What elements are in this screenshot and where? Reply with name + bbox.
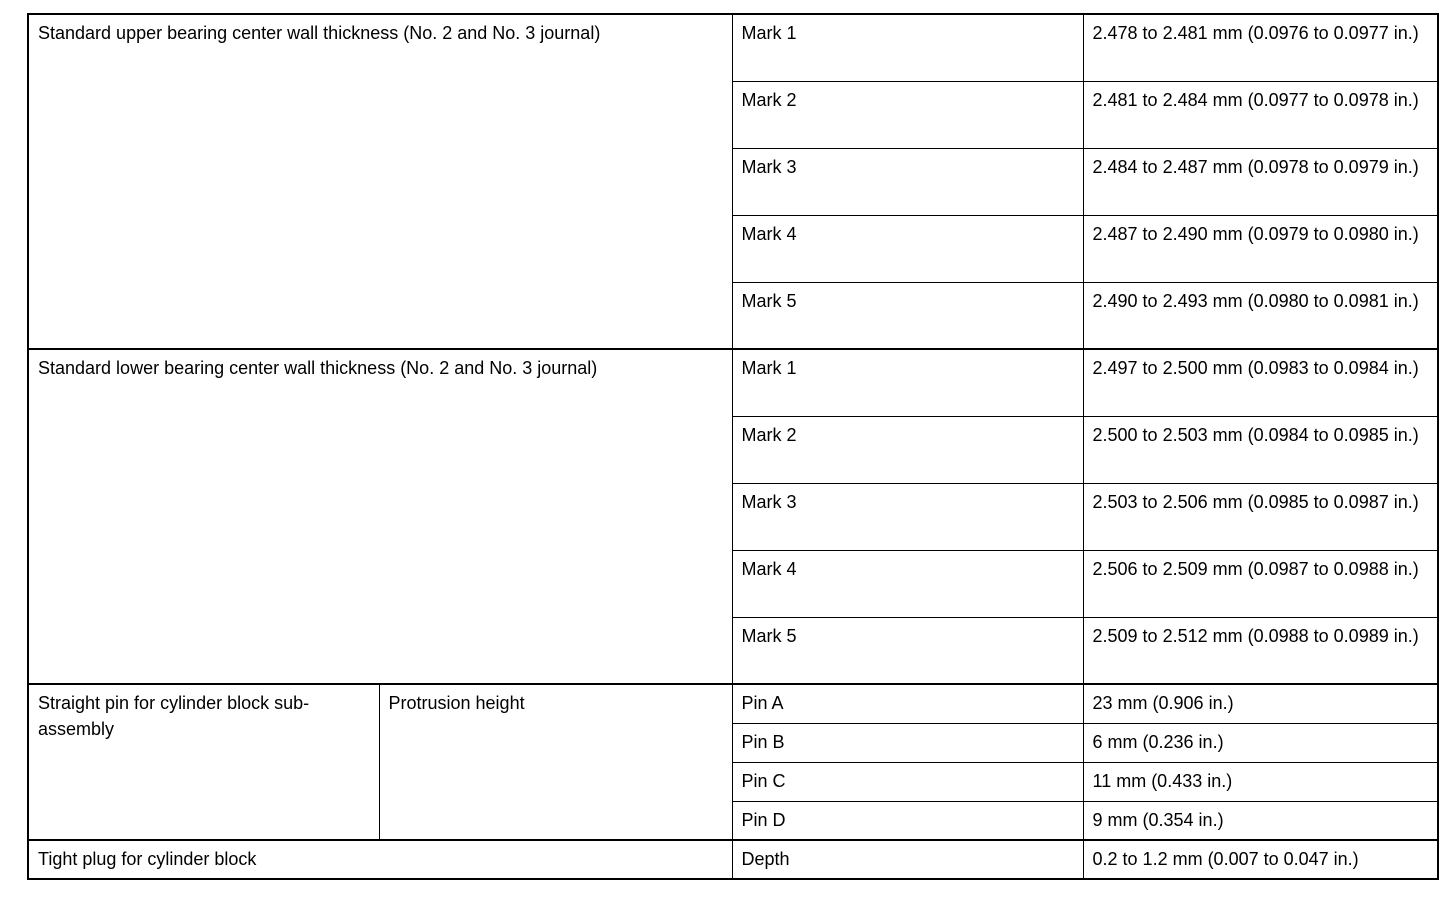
spec-value-cell: 2.497 to 2.500 mm (0.0983 to 0.0984 in.) <box>1083 349 1438 416</box>
mark-label-cell: Mark 5 <box>732 617 1083 684</box>
pin-label-cell: Pin D <box>732 801 1083 840</box>
spec-item-cell: Standard lower bearing center wall thickness (No. 2 and No. 3 journal) <box>28 349 732 684</box>
mark-label-cell: Mark 2 <box>732 416 1083 483</box>
table-row <box>28 840 1438 879</box>
mark-label-cell: Mark 4 <box>732 550 1083 617</box>
mark-label-cell: Mark 3 <box>732 148 1083 215</box>
spec-value-cell: 23 mm (0.906 in.) <box>1083 684 1438 723</box>
table-row <box>28 14 1438 81</box>
depth-label-cell: Depth <box>732 840 1083 879</box>
spec-value-cell: 2.500 to 2.503 mm (0.0984 to 0.0985 in.) <box>1083 416 1438 483</box>
mark-label-cell: Mark 3 <box>732 483 1083 550</box>
spec-value-cell: 2.490 to 2.493 mm (0.0980 to 0.0981 in.) <box>1083 282 1438 349</box>
spec-value-cell: 2.487 to 2.490 mm (0.0979 to 0.0980 in.) <box>1083 215 1438 282</box>
table-row <box>28 349 1438 416</box>
spec-value-cell: 2.509 to 2.512 mm (0.0988 to 0.0989 in.) <box>1083 617 1438 684</box>
spec-value-cell: 11 mm (0.433 in.) <box>1083 762 1438 801</box>
spec-value-cell: 2.478 to 2.481 mm (0.0976 to 0.0977 in.) <box>1083 14 1438 81</box>
spec-value-cell: 6 mm (0.236 in.) <box>1083 723 1438 762</box>
spec-value-cell: 2.503 to 2.506 mm (0.0985 to 0.0987 in.) <box>1083 483 1438 550</box>
spec-item-cell: Standard upper bearing center wall thickness (No. 2 and No. 3 journal) <box>28 14 732 349</box>
mark-label-cell: Mark 1 <box>732 349 1083 416</box>
table-row <box>28 684 1438 723</box>
pin-label-cell: Pin C <box>732 762 1083 801</box>
mark-label-cell: Mark 1 <box>732 14 1083 81</box>
pin-label-cell: Pin A <box>732 684 1083 723</box>
spec-value-cell: 2.506 to 2.509 mm (0.0987 to 0.0988 in.) <box>1083 550 1438 617</box>
mark-label-cell: Mark 4 <box>732 215 1083 282</box>
spec-value-cell: 0.2 to 1.2 mm (0.007 to 0.047 in.) <box>1083 840 1438 879</box>
spec-value-cell: 2.484 to 2.487 mm (0.0978 to 0.0979 in.) <box>1083 148 1438 215</box>
spec-table <box>27 13 1439 880</box>
spec-value-cell: 2.481 to 2.484 mm (0.0977 to 0.0978 in.) <box>1083 81 1438 148</box>
spec-value-cell: 9 mm (0.354 in.) <box>1083 801 1438 840</box>
spec-item-cell: Tight plug for cylinder block <box>28 840 732 879</box>
mark-label-cell: Mark 2 <box>732 81 1083 148</box>
spec-subitem-cell: Protrusion height <box>379 684 732 840</box>
mark-label-cell: Mark 5 <box>732 282 1083 349</box>
pin-label-cell: Pin B <box>732 723 1083 762</box>
spec-item-cell: Straight pin for cylinder block sub-assembly <box>28 684 379 840</box>
